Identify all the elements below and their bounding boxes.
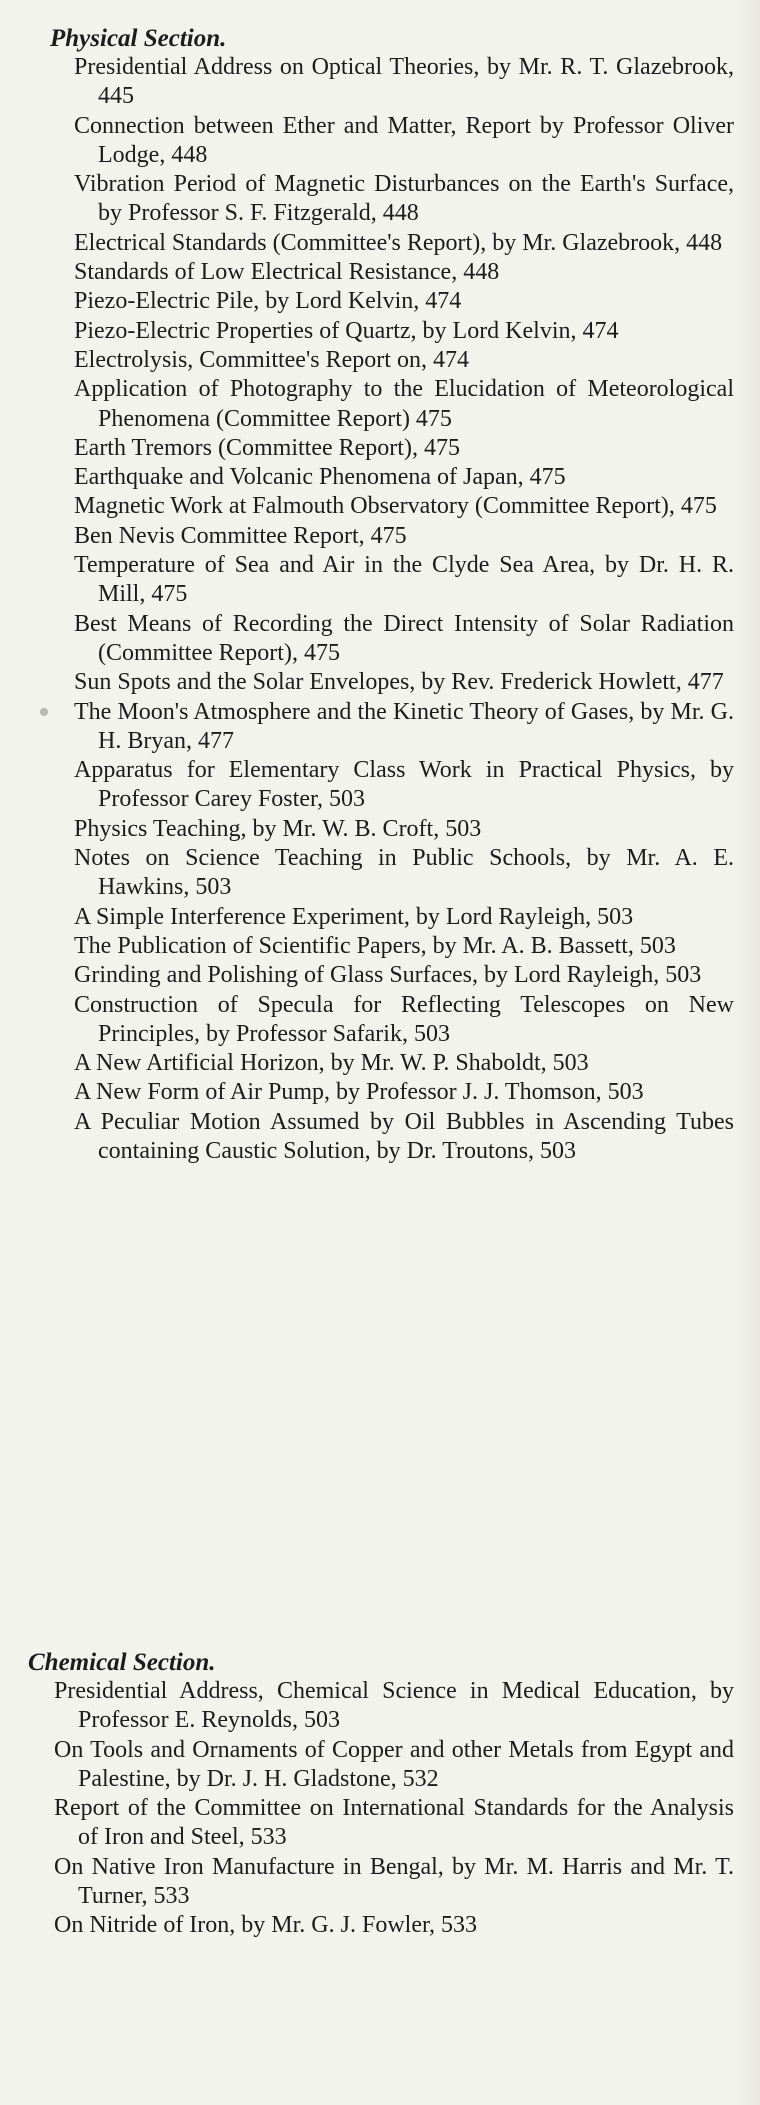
- index-entry: Construction of Specula for Reflecting Telescopes on New Principles, by Professor Safarik, 503: [74, 991, 734, 1047]
- index-entry: A New Form of Air Pump, by Professor J. J. Thomson, 503: [74, 1079, 644, 1106]
- index-entry: Electrolysis, Committee's Report on, 474: [74, 346, 469, 373]
- physical-section: [50, 24, 734, 1166]
- section-heading-chemical: Chemical Section.: [28, 1649, 216, 1676]
- index-entry: A New Artificial Horizon, by Mr. W. P. Shaboldt, 503: [74, 1050, 589, 1077]
- chemical-entries-list: [54, 1677, 734, 1941]
- index-entry: On Tools and Ornaments of Copper and other Metals from Egypt and Palestine, by Dr. J. H. Gladstone, 532: [54, 1736, 734, 1792]
- index-entry: Magnetic Work at Falmouth Observatory (Committee Report), 475: [74, 493, 717, 520]
- index-entry: Sun Spots and the Solar Envelopes, by Rev. Frederick Howlett, 477: [74, 669, 724, 696]
- index-entry: The Moon's Atmosphere and the Kinetic Theory of Gases, by Mr. G. H. Bryan, 477: [74, 698, 734, 754]
- index-entry: Presidential Address on Optical Theories, by Mr. R. T. Glazebrook, 445: [74, 54, 734, 110]
- index-entry: Standards of Low Electrical Resistance, 448: [74, 259, 500, 286]
- index-entry: Application of Photography to the Elucidation of Meteorological Phenomena (Committee Report) 475: [74, 376, 734, 432]
- index-entry: Apparatus for Elementary Class Work in Practical Physics, by Professor Carey Foster, 503: [74, 757, 734, 813]
- index-entry: A Peculiar Motion Assumed by Oil Bubbles in Ascending Tubes containing Caustic Solution, by Dr. Troutons, 503: [74, 1108, 734, 1164]
- index-entry: Best Means of Recording the Direct Intensity of Solar Radiation (Committee Report), 475: [74, 610, 734, 666]
- index-entry: Physics Teaching, by Mr. W. B. Croft, 503: [74, 815, 482, 842]
- index-entry: Connection between Ether and Matter, Report by Professor Oliver Lodge, 448: [74, 112, 734, 168]
- index-entry: On Nitride of Iron, by Mr. G. J. Fowler, 533: [54, 1912, 477, 1939]
- index-entry: Grinding and Polishing of Glass Surfaces, by Lord Rayleigh, 503: [74, 962, 702, 989]
- physical-entries-list: [74, 53, 734, 1166]
- index-entry: On Native Iron Manufacture in Bengal, by Mr. M. Harris and Mr. T. Turner, 533: [54, 1853, 734, 1910]
- index-entry: Piezo-Electric Pile, by Lord Kelvin, 474: [74, 288, 462, 315]
- index-entry: The Publication of Scientific Papers, by Mr. A. B. Bassett, 503: [74, 932, 676, 959]
- index-entry: Vibration Period of Magnetic Disturbances on the Earth's Surface, by Professor S. F. Fitzgerald, 448: [74, 171, 734, 227]
- print-speck: [40, 708, 48, 716]
- section-heading-physical: Physical Section.: [50, 25, 227, 52]
- index-entry: Notes on Science Teaching in Public Schools, by Mr. A. E. Hawkins, 503: [74, 845, 734, 901]
- page-edge-shadow: [734, 0, 760, 2105]
- index-entry: Temperature of Sea and Air in the Clyde Sea Area, by Dr. H. R. Mill, 475: [74, 552, 734, 608]
- index-entry: Presidential Address, Chemical Science in Medical Education, by Professor E. Reynolds, 503: [54, 1678, 734, 1734]
- index-entry: Ben Nevis Committee Report, 475: [74, 522, 407, 549]
- index-entry: Earth Tremors (Committee Report), 475: [74, 434, 460, 461]
- index-entry: A Simple Interference Experiment, by Lord Rayleigh, 503: [74, 903, 634, 930]
- index-entry: Piezo-Electric Properties of Quartz, by Lord Kelvin, 474: [74, 317, 619, 344]
- index-entry: Earthquake and Volcanic Phenomena of Japan, 475: [74, 464, 566, 491]
- index-entry: Electrical Standards (Committee's Report), by Mr. Glazebrook, 448: [74, 229, 723, 256]
- chemical-section: [28, 1648, 734, 1941]
- index-entry: Report of the Committee on International Standards for the Analysis of Iron and Steel, 533: [54, 1795, 734, 1851]
